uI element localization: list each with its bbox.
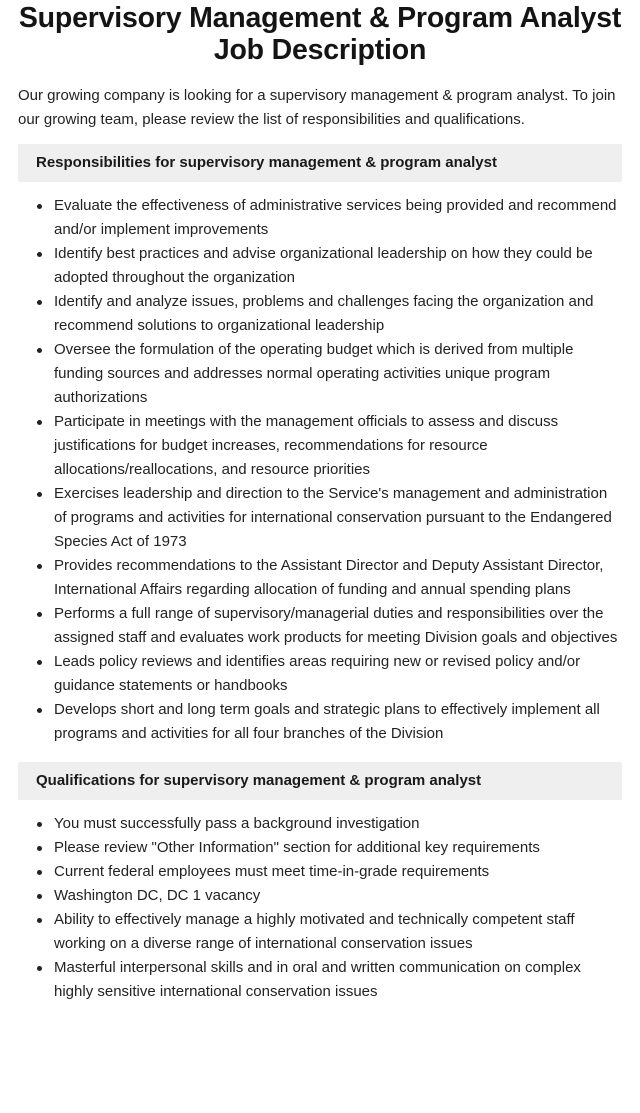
list-item: Provides recommendations to the Assistant Director and Deputy Assistant Director, International Affairs regarding allocation of funding and annual spending plans [36,554,622,602]
list-item: Please review "Other Information" section for additional key requirements [36,836,622,860]
qualifications-list [18,812,622,1004]
list-item: Leads policy reviews and identifies areas requiring new or revised policy and/or guidance statements or handbooks [36,650,622,698]
list-item: Identify and analyze issues, problems and challenges facing the organization and recommend solutions to organizational leadership [36,290,622,338]
list-item: Current federal employees must meet time-in-grade requirements [36,860,622,884]
list-item: Oversee the formulation of the operating budget which is derived from multiple funding sources and addresses normal operating activities unique program authorizations [36,338,622,410]
responsibilities-heading: Responsibilities for supervisory management & program analyst [18,144,622,182]
list-item: Identify best practices and advise organizational leadership on how they could be adopted throughout the organization [36,242,622,290]
responsibilities-list [18,194,622,746]
list-item: Exercises leadership and direction to the Service's management and administration of programs and activities for international conservation pursuant to the Endangered Species Act of 1973 [36,482,622,554]
page-title: Supervisory Management & Program Analyst Job Description [18,2,622,66]
list-item: Ability to effectively manage a highly motivated and technically competent staff working on a diverse range of international conservation issues [36,908,622,956]
list-item: Washington DC, DC 1 vacancy [36,884,622,908]
list-item: Participate in meetings with the management officials to assess and discuss justifications for budget increases, recommendations for resource allocations/reallocations, and resource priorities [36,410,622,482]
intro-paragraph: Our growing company is looking for a supervisory management & program analyst. To join our growing team, please review the list of responsibilities and qualifications. [18,87,616,128]
list-item: You must successfully pass a background investigation [36,812,622,836]
list-item: Masterful interpersonal skills and in oral and written communication on complex highly sensitive international conservation issues [36,956,622,1004]
qualifications-heading: Qualifications for supervisory management & program analyst [18,762,622,800]
list-item: Develops short and long term goals and strategic plans to effectively implement all programs and activities for all four branches of the Division [36,698,622,746]
list-item: Evaluate the effectiveness of administrative services being provided and recommend and/or implement improvements [36,194,622,242]
list-item: Performs a full range of supervisory/managerial duties and responsibilities over the assigned staff and evaluates work products for meeting Division goals and objectives [36,602,622,650]
